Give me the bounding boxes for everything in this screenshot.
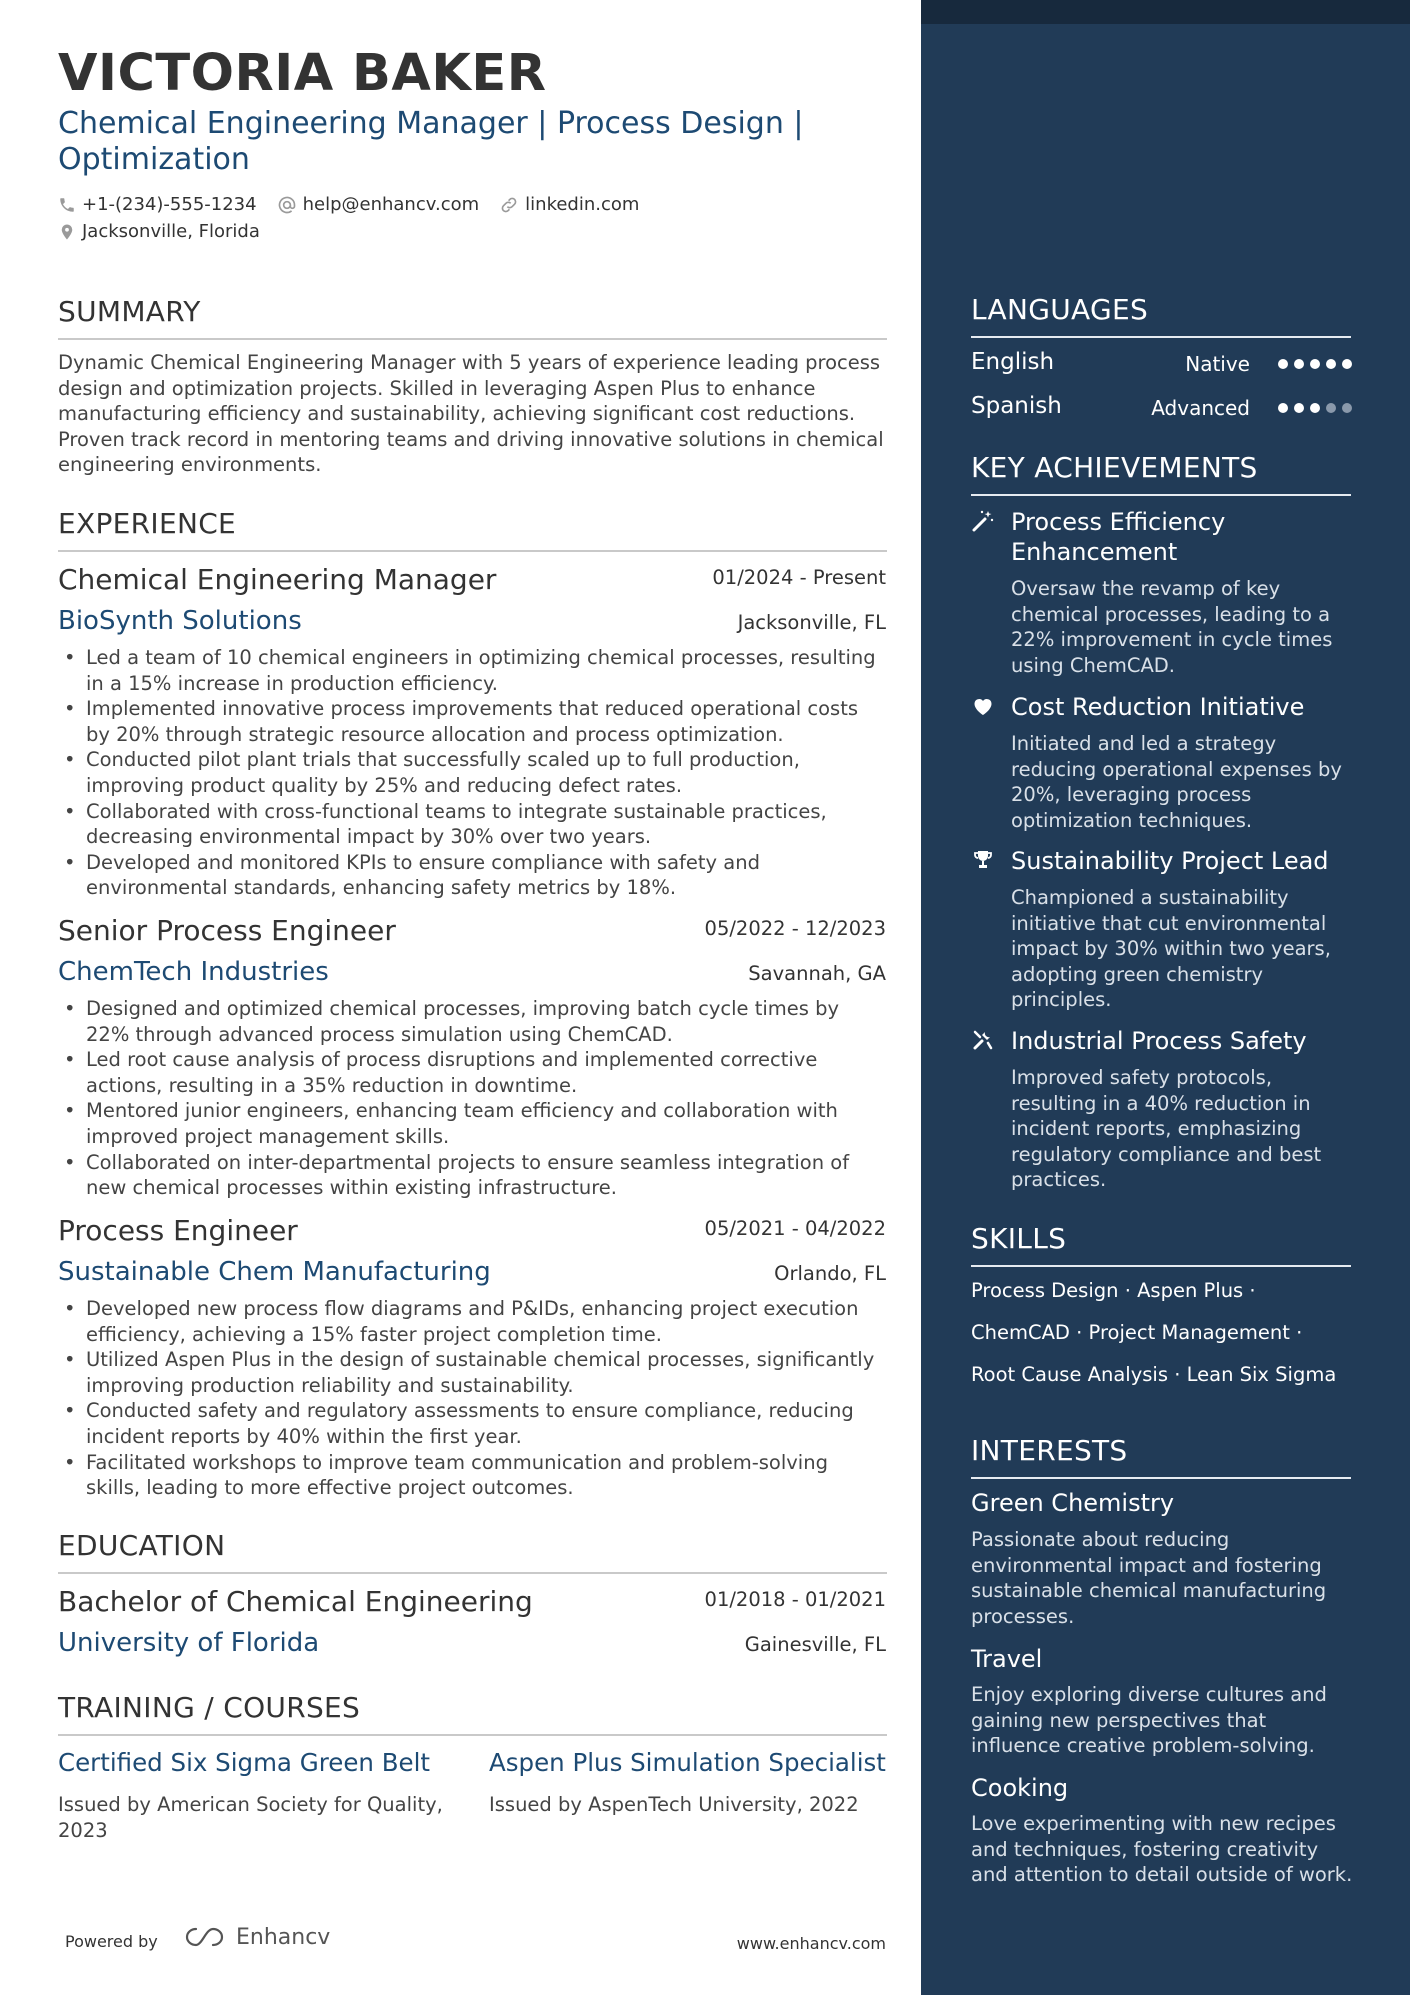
summary-text: Dynamic Chemical Engineering Manager with 5 years of experience leading process design and optimization projects. Skilled in leveraging Aspen Plus to enhance manufacturing efficiency and sustainability, achieving significant cost reductions. Proven track record in mentoring teams and driving innovative solutions in chemical engineering environments. (58, 351, 884, 477)
contact-row (58, 194, 639, 215)
company-name: ChemTech Industries (58, 957, 329, 987)
course-title: Certified Six Sigma Green Belt (58, 1748, 431, 1777)
section-title-summary: SUMMARY (58, 295, 887, 340)
interest-desc: Love experimenting with new recipes and techniques, fostering creativity and attention to detail outside of work. (971, 1812, 1353, 1887)
job-bullet: • Led a team of 10 chemical engineers in optimizing chemical processes, resulting in a 15% increase in production efficiency. (58, 645, 888, 696)
section-title-skills: SKILLS (971, 1222, 1351, 1267)
achievement-desc: Initiated and led a strategy reducing operational expenses by 20%, leveraging process optimization techniques. (1011, 732, 1342, 832)
job-bullet: • Collaborated with cross-functional teams to integrate sustainable practices, decreasing environmental impact by 30% over two years. (58, 799, 888, 850)
achievement-title: Cost Reduction Initiative (1011, 693, 1305, 721)
job-title: Senior Process Engineer (58, 914, 396, 947)
powered-by-label: Powered by (65, 1932, 158, 1951)
level-dot (1326, 403, 1336, 413)
interest-desc: Passionate about reducing environmental impact and fostering sustainable chemical manufacturing processes. (971, 1528, 1327, 1628)
level-dot (1342, 403, 1352, 413)
tools-icon (971, 1028, 995, 1052)
candidate-name: VICTORIA BAKER (58, 44, 547, 103)
footer-url[interactable]: www.enhancv.com (736, 1934, 886, 1953)
job-bullet: • Developed and monitored KPIs to ensure compliance with safety and environmental standards, enhancing safety metrics by 18%. (58, 850, 888, 901)
school-location: Gainesville, FL (744, 1633, 886, 1656)
enhancv-logo-icon (182, 1924, 228, 1950)
phone-text[interactable]: +1-(234)-555-1234 (82, 194, 257, 215)
job-bullet: • Facilitated workshops to improve team communication and problem-solving skills, leading to more effective project outcomes. (58, 1450, 888, 1501)
section-title-interests: INTERESTS (971, 1434, 1351, 1479)
job-title: Chemical Engineering Manager (58, 563, 497, 596)
course-issuer: Issued by American Society for Quality, 2023 (58, 1793, 443, 1842)
section-title-experience: EXPERIENCE (58, 507, 887, 552)
company-name: Sustainable Chem Manufacturing (58, 1257, 491, 1287)
skills-line: Root Cause Analysis · Lean Six Sigma (971, 1363, 1337, 1386)
enhancv-logo[interactable] (182, 1924, 330, 1950)
achievement-desc: Oversaw the revamp of key chemical processes, leading to a 22% improvement in cycle times using ChemCAD. (1011, 577, 1333, 677)
headline: Chemical Engineering Manager | Process Design | Optimization (58, 106, 804, 177)
course-issuer: Issued by AspenTech University, 2022 (489, 1793, 859, 1816)
job-bullet: • Designed and optimized chemical processes, improving batch cycle times by 22% through advanced process simulation using ChemCAD. (58, 996, 888, 1047)
level-dot (1310, 359, 1320, 369)
language-dots-spanish (1278, 403, 1352, 413)
interest-title: Travel (971, 1645, 1043, 1673)
job-bullets (58, 1296, 888, 1501)
level-dot (1342, 359, 1352, 369)
skills-line: Process Design · Aspen Plus · (971, 1279, 1256, 1302)
location-pin-icon (58, 222, 76, 242)
achievement-desc: Championed a sustainability initiative that cut environmental impact by 30% within two years, adopting green chemistry principles. (1011, 886, 1331, 1012)
job-bullets (58, 996, 888, 1201)
achievement-title: Industrial Process Safety (1011, 1027, 1307, 1055)
level-dot (1294, 403, 1304, 413)
course-title: Aspen Plus Simulation Specialist (489, 1748, 886, 1777)
interest-title: Cooking (971, 1774, 1069, 1802)
achievement-title: Sustainability Project Lead (1011, 847, 1329, 875)
email-link[interactable]: help@enhancv.com (302, 194, 480, 215)
section-title-education: EDUCATION (58, 1529, 887, 1574)
language-dots-english (1278, 359, 1352, 369)
job-bullet: • Developed new process flow diagrams and P&IDs, enhancing project execution efficiency, achieving a 15% faster project completion time. (58, 1296, 888, 1347)
language-name: English (971, 349, 1055, 375)
phone-icon (58, 196, 76, 214)
link-icon (499, 195, 519, 215)
heart-icon (971, 694, 995, 718)
level-dot (1294, 359, 1304, 369)
section-title-training: TRAINING / COURSES (58, 1691, 887, 1736)
interest-desc: Enjoy exploring diverse cultures and gaining new perspectives that influence creative problem-solving. (971, 1683, 1327, 1758)
job-location: Orlando, FL (774, 1262, 886, 1285)
job-bullet: • Conducted pilot plant trials that successfully scaled up to full production, improving product quality by 25% and reducing defect rates. (58, 747, 888, 798)
magic-wand-icon (971, 509, 995, 533)
enhancv-brand: Enhancv (236, 1924, 331, 1950)
job-bullet: • Implemented innovative process improvements that reduced operational costs by 20% through strategic resource allocation and process optimization. (58, 696, 888, 747)
location-text: Jacksonville, Florida (82, 221, 260, 242)
achievement-title: Process Efficiency Enhancement (1011, 508, 1226, 566)
job-date: 05/2022 - 12/2023 (704, 917, 886, 940)
interest-title: Green Chemistry (971, 1489, 1175, 1517)
at-icon (277, 195, 297, 215)
job-location: Jacksonville, FL (737, 611, 886, 634)
job-date: 01/2024 - Present (712, 566, 886, 589)
education-date: 01/2018 - 01/2021 (704, 1588, 886, 1611)
job-bullets (58, 645, 888, 901)
sidebar-top-band (921, 0, 1410, 24)
job-bullet: • Conducted safety and regulatory assessments to ensure compliance, reducing incident reports by 40% within the first year. (58, 1398, 888, 1449)
trophy-icon (971, 848, 995, 872)
language-level: Native (1185, 352, 1250, 376)
job-title: Process Engineer (58, 1214, 298, 1247)
job-date: 05/2021 - 04/2022 (704, 1217, 886, 1240)
level-dot (1278, 359, 1288, 369)
job-bullet: • Utilized Aspen Plus in the design of sustainable chemical processes, significantly improving production reliability and sustainability. (58, 1347, 888, 1398)
job-bullet: • Led root cause analysis of process disruptions and implemented corrective actions, resulting in a 35% reduction in downtime. (58, 1047, 888, 1098)
degree-title: Bachelor of Chemical Engineering (58, 1585, 533, 1618)
skills-line: ChemCAD · Project Management · (971, 1321, 1303, 1344)
section-title-achievements: KEY ACHIEVEMENTS (971, 451, 1351, 496)
job-bullet: • Collaborated on inter-departmental projects to ensure seamless integration of new chemical processes within existing infrastructure. (58, 1150, 888, 1201)
job-location: Savannah, GA (748, 962, 886, 985)
location-row (58, 221, 260, 242)
level-dot (1326, 359, 1336, 369)
level-dot (1310, 403, 1320, 413)
sidebar (921, 0, 1410, 1995)
language-level: Advanced (1151, 396, 1250, 420)
language-name: Spanish (971, 393, 1062, 419)
level-dot (1278, 403, 1288, 413)
company-name: BioSynth Solutions (58, 606, 302, 636)
linkedin-link[interactable]: linkedin.com (525, 194, 640, 215)
section-title-languages: LANGUAGES (971, 293, 1351, 338)
achievement-desc: Improved safety protocols, resulting in a 40% reduction in incident reports, emphasizing regulatory compliance and best practices. (1011, 1066, 1322, 1192)
job-bullet: • Mentored junior engineers, enhancing team efficiency and collaboration with improved project management skills. (58, 1098, 888, 1149)
school-name: University of Florida (58, 1628, 320, 1658)
